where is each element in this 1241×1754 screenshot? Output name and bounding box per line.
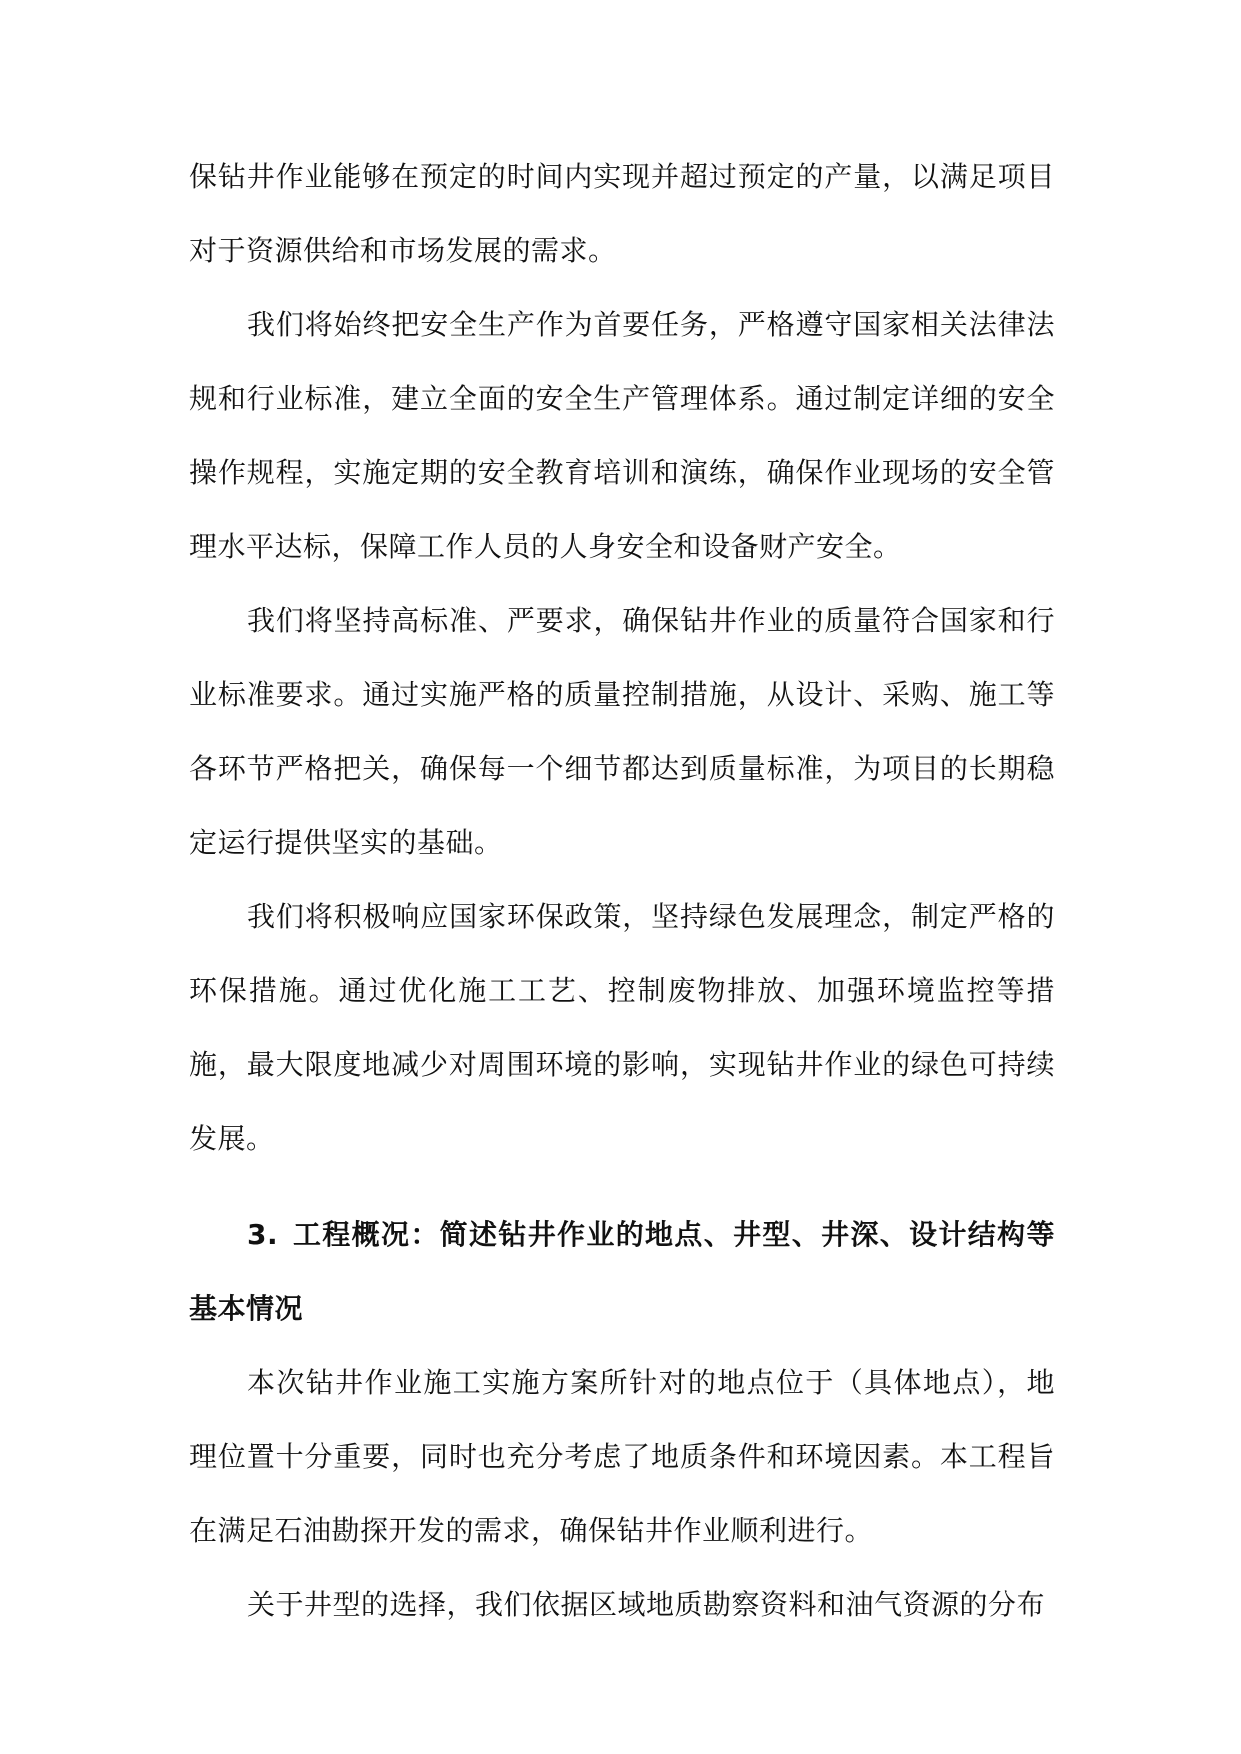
paragraph-location: 本次钻井作业施工实施方案所针对的地点位于（具体地点），地理位置十分重要，同时也充分考虑了地质条件和环境因素。本工程旨在满足石油勘探开发的需求，确保钻井作业顺利进行。 xyxy=(189,1366,1055,1547)
paragraph-quality: 我们将坚持高标准、严要求，确保钻井作业的质量符合国家和行业标准要求。通过实施严格的质量控制措施，从设计、采购、施工等各环节严格把关，确保每一个细节都达到质量标准，为项目的长期稳定运行提供坚实的基础。 xyxy=(189,604,1055,859)
section-number: 3. xyxy=(247,1218,279,1251)
section-heading xyxy=(189,1198,1055,1346)
document-body xyxy=(189,140,1055,1642)
paragraph-safety: 我们将始终把安全生产作为首要任务，严格遵守国家相关法律法规和行业标准，建立全面的安全生产管理体系。通过制定详细的安全操作规程，实施定期的安全教育培训和演练，确保作业现场的安全管理水平达标，保障工作人员的人身安全和设备财产安全。 xyxy=(189,308,1055,563)
section-title: 工程概况：简述钻井作业的地点、井型、井深、设计结构等基本情况 xyxy=(189,1218,1055,1325)
paragraph-well-type: 关于井型的选择，我们依据区域地质勘察资料和油气资源的分布 xyxy=(247,1588,1046,1621)
paragraph-continuation: 保钻井作业能够在预定的时间内实现并超过预定的产量，以满足项目对于资源供给和市场发展的需求。 xyxy=(189,160,1055,267)
paragraph-environment: 我们将积极响应国家环保政策，坚持绿色发展理念，制定严格的环保措施。通过优化施工工艺、控制废物排放、加强环境监控等措施，最大限度地减少对周围环境的影响，实现钻井作业的绿色可持续发展。 xyxy=(189,900,1055,1155)
